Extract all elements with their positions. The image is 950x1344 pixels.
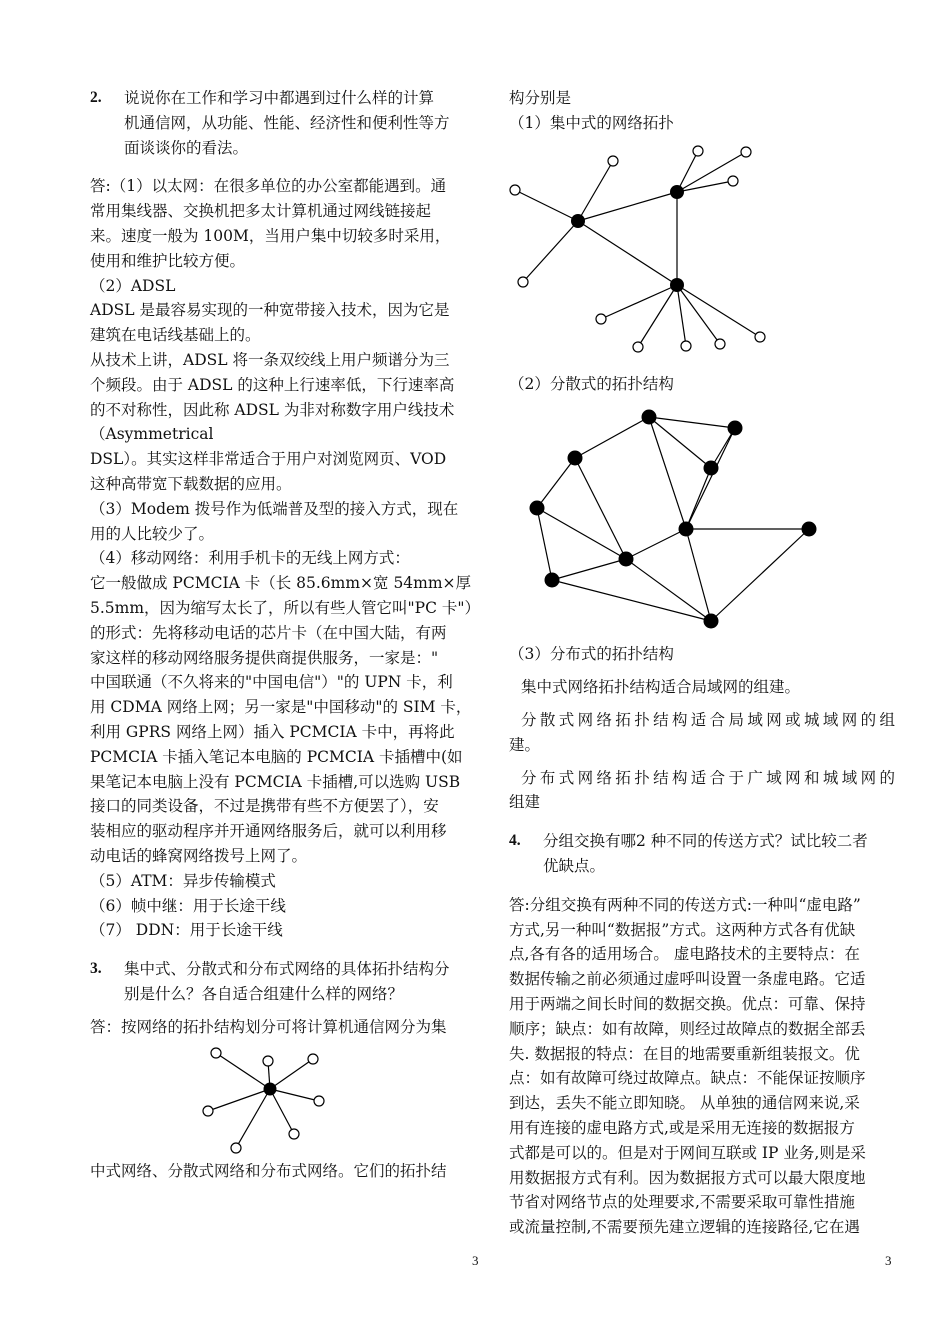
suit-line: 建。 (509, 735, 541, 754)
answer-2-line: 它一般做成 PCMCIA 卡（长 85.6mm×宽 54mm×厚 (90, 574, 472, 593)
label-centralized: （1）集中式的网络拓扑 (509, 113, 674, 132)
answer-2-line: 的不对称性，因此称 ADSL 为非对称数字用户线技术 (90, 400, 455, 419)
answer-4-line: 点,各有各的适用场合。 虚电路技术的主要特点：在 (509, 945, 860, 964)
question-2 (90, 86, 475, 160)
answer-2-line: 接口的同类设备，不过是携带有些不方便罢了），安 (90, 797, 439, 816)
answer-2-line: 的形式：先将移动电话的芯片卡（在中国大陆，有两 (90, 623, 447, 642)
answer-3-continue: 中式网络、分散式网络和分布式网络。它们的拓扑结 (90, 1162, 447, 1181)
answer-2-line: 中国联通（不久将来的"中国电信"）"的 UPN 卡，利 (90, 673, 453, 692)
answer-4-line: 式都是可以的。但是对于网间互联或 IP 业务,则是采 (509, 1143, 866, 1162)
question-2-line: 机通信网，从功能、性能、经济性和便利性等方 (124, 113, 450, 132)
question-3-line: 别是什么？各自适合组建什么样的网络？ (124, 984, 404, 1003)
answer-2-line: 从技术上讲，ADSL 将一条双绞线上用户频谱分为三 (90, 350, 450, 369)
answer-2-line: 建筑在电话线基础上的。 (90, 326, 261, 345)
answer-2-line: （Asymmetrical (90, 425, 214, 444)
answer-2-line: PCMCIA 卡插入笔记本电脑的 PCMCIA 卡插槽中(如 (90, 747, 463, 766)
answer-2-line: （3）Modem 拨号作为低端普及型的接入方式，现在 (90, 499, 459, 518)
answer-2 (90, 174, 481, 943)
answer-2-line: 答:（1）以太网：在很多单位的办公室都能遇到。通 (90, 177, 447, 196)
suit-line: 分布式网络拓扑结构适合于广域网和城域网的 (521, 768, 895, 787)
page-number-right: 3 (885, 1253, 892, 1268)
answer-4-line: 方式,另一种叫“数据报”方式。这两种方式各有优缺 (509, 920, 856, 939)
answer-4-line: 节省对网络节点的处理要求,不需要采取可靠性措施 (509, 1193, 855, 1212)
answer-2-line: 装相应的驱动程序并开通网络服务后，就可以利用移 (90, 822, 447, 841)
question-3-line: 集中式、分散式和分布式网络的具体拓扑结构分 (124, 960, 450, 979)
question-2-line: 说说你在工作和学习中都遇到过什么样的计算 (124, 89, 435, 107)
answer-3-continue-right: 构分别是 (509, 89, 572, 107)
answer-2-line: 这种高带宽下载数据的应用。 (90, 474, 292, 493)
centralized-network-diagram (509, 136, 895, 372)
question-2-number: 2. (90, 89, 102, 106)
answer-4-line: 用有连接的虚电路方式,或是采用无连接的数据报方 (509, 1118, 855, 1137)
suit-line: 组建 (509, 793, 541, 812)
answer-2-line: 动电话的蜂窝网络拨号上网了。 (90, 846, 308, 865)
answer-2-line: （5）ATM：异步传输模式 (90, 871, 276, 890)
question-4-number: 4. (509, 832, 521, 850)
answer-2-line: 利用 GPRS 网络上网）插入 PCMCIA 卡中，再将此 (90, 722, 455, 741)
answer-2-line: （6）帧中继：用于长途干线 (90, 896, 286, 915)
answer-2-line: 来。速度一般为 100M，当用户集中切较多时采用， (90, 226, 451, 245)
answer-4-line: 到达，丢失不能立即知晓。 从单独的通信网来说,采 (509, 1094, 860, 1113)
question-3-number: 3. (90, 960, 102, 978)
suit-line: 集中式网络拓扑结构适合局域网的组建。 (521, 678, 801, 697)
label-decentralized: （2）分散式的拓扑结构 (509, 374, 674, 393)
answer-4-line: 数据传输之前必须通过虚呼叫设置一条虚电路。它适 (509, 970, 866, 989)
answer-2-line: 常用集线器、交换机把多太计算机通过网线链接起 (90, 202, 432, 221)
question-2-line: 面谈谈你的看法。 (124, 138, 249, 157)
question-4-line: 优缺点。 (543, 856, 606, 875)
answer-4-line: 用于两端之间长时间的数据交换。优点：可靠、保持 (509, 994, 866, 1013)
answer-2-line: 5.5mm，因为缩写太长了，所以有些人管它叫"PC 卡"） (90, 598, 481, 617)
answer-4-line: 用数据报方式有利。因为数据报方式可以最大限度地 (509, 1168, 866, 1187)
left-column (90, 86, 481, 1184)
answer-2-line: 用的人比较少了。 (90, 524, 215, 543)
question-4-line: 分组交换有哪2 种不同的传送方式？试比较二者 (543, 832, 868, 851)
answer-2-line: 用 CDMA 网络上网；另一家是"中国移动"的 SIM 卡， (90, 698, 472, 717)
decentralized-network-diagram (509, 396, 895, 642)
answer-3-start: 答：按网络的拓扑结构划分可将计算机通信网分为集 (90, 1017, 447, 1036)
answer-4-line: 点：如有故障可绕过故障点。缺点：不能保证按顺序 (509, 1069, 866, 1088)
answer-4-line: 顺序；缺点：如有故障，则经过故障点的数据全部丢 (509, 1019, 866, 1038)
answer-2-line: 果笔记本电脑上没有 PCMCIA 卡插槽,可以选购 USB (90, 772, 461, 791)
question-4 (509, 829, 895, 879)
question-3 (90, 957, 475, 1007)
answer-4 (509, 893, 895, 1240)
answer-4-line: 或流量控制,不需要预先建立逻辑的连接路径,它在遇 (509, 1218, 860, 1237)
answer-4-line: 失. 数据报的特点：在目的地需要重新组装报文。优 (509, 1044, 860, 1063)
answer-2-line: 家这样的移动网络服务提供商提供服务，一家是：" (90, 648, 439, 667)
answer-4-line: 答:分组交换有两种不同的传送方式:一种叫“虚电路” (509, 895, 861, 914)
suit-line: 分散式网络拓扑结构适合局域网或城域网的组 (521, 710, 895, 729)
small-star-network-diagram (90, 1039, 475, 1159)
answer-2-line: （4）移动网络：利用手机卡的无线上网方式： (90, 549, 410, 568)
answer-2-line: 使用和维护比较方便。 (90, 251, 246, 270)
answer-2-line: （2）ADSL (90, 276, 176, 295)
label-distributed: （3）分布式的拓扑结构 (509, 645, 674, 664)
right-column (509, 86, 895, 1240)
answer-2-line: 个频段。由于 ADSL 的这种上行速率低，下行速率高 (90, 375, 455, 394)
answer-2-line: ADSL 是最容易实现的一种宽带接入技术，因为它是 (90, 301, 450, 320)
answer-2-line: （7） DDN：用于长途干线 (90, 921, 283, 940)
answer-2-line: DSL）。其实这样非常适合于用户对浏览网页、VOD (90, 450, 447, 469)
page-number-left: 3 (472, 1253, 479, 1268)
